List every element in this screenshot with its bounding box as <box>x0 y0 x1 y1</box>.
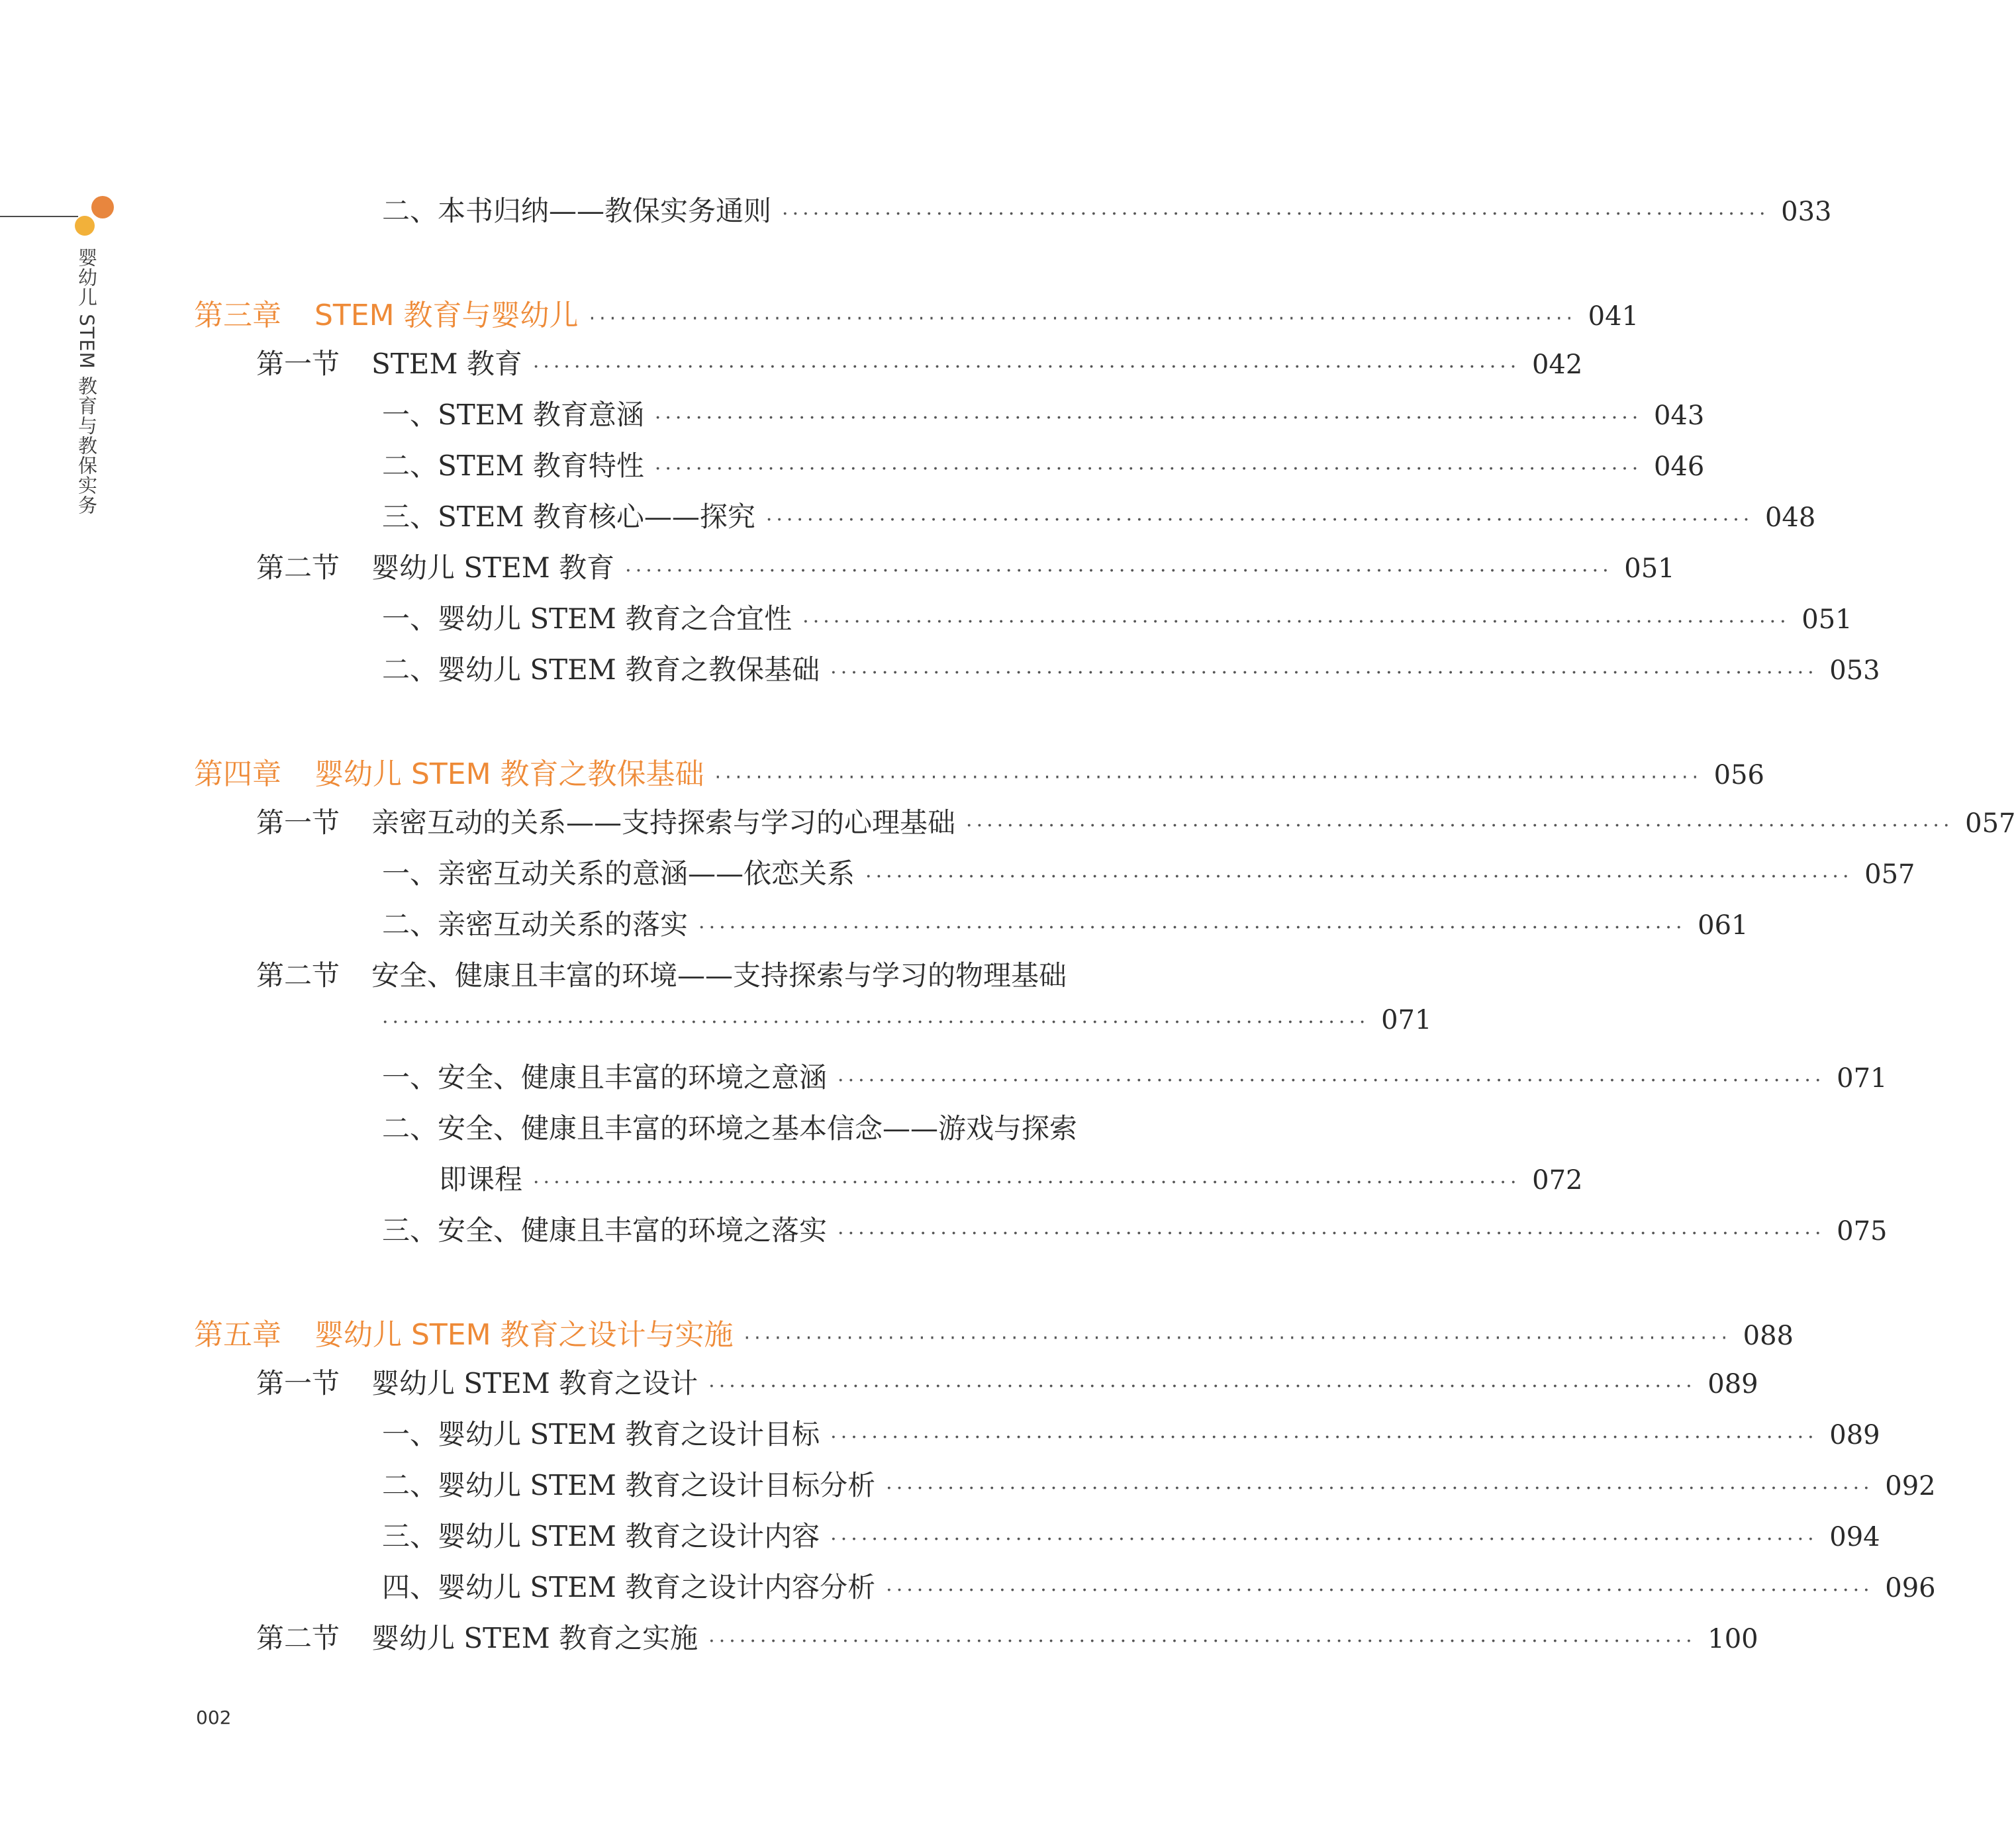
decorative-line <box>0 216 78 217</box>
entry-title: 亲密互动关系的落实 <box>438 908 689 941</box>
section-number: 第一节 <box>256 1367 340 1399</box>
toc-entry[interactable] <box>382 1566 1936 1612</box>
running-head-vertical: 婴幼儿 STEM 教育与教保实务 <box>75 248 98 515</box>
section-title: STEM 教育 <box>371 348 522 380</box>
entry-title: 婴幼儿 STEM 教育之教保基础 <box>438 653 820 686</box>
section-number: 第一节 <box>256 348 340 380</box>
entry-number: 一、 <box>382 1418 438 1450</box>
entry-number: 二、 <box>382 1469 438 1501</box>
entry-number: 二、 <box>382 653 438 686</box>
leader-dots: ································································································ <box>698 916 1686 939</box>
entry-number: 三、 <box>382 1214 438 1247</box>
leader-dots: ································································································ <box>708 1375 1696 1398</box>
chapter-number: 第四章 <box>194 757 281 791</box>
section-page: 042 <box>1531 350 1583 380</box>
leader-dots: ································································································ <box>654 406 1643 430</box>
toc-section[interactable] <box>256 1362 1758 1408</box>
leader-dots: ································································································ <box>830 661 1818 685</box>
leader-dots: ································································································ <box>708 1630 1696 1653</box>
entry-page: 071 <box>1837 1063 1888 1094</box>
chapter-page: 041 <box>1588 301 1639 332</box>
section-title: 亲密互动的关系——支持探索与学习的心理基础 <box>371 806 956 839</box>
entry-number: 二、 <box>382 1112 438 1145</box>
toc-entry[interactable] <box>382 495 1816 542</box>
toc-entry[interactable] <box>382 597 1852 643</box>
entry-title: 本书归纳——教保实务通则 <box>438 195 772 227</box>
leader-dots: ································································································ <box>830 1426 1818 1449</box>
leader-dots: ································································································ <box>886 1477 1874 1500</box>
chapter-number: 第五章 <box>194 1318 281 1352</box>
section-page: 051 <box>1624 553 1675 584</box>
section-number: 第二节 <box>256 959 340 992</box>
entry-number: 二、 <box>382 449 438 482</box>
entry-page: 043 <box>1653 401 1705 431</box>
entry-page: 053 <box>1829 655 1880 686</box>
entry-title: 婴幼儿 STEM 教育之设计内容 <box>438 1520 820 1552</box>
toc-entry[interactable] <box>382 1209 1888 1255</box>
toc-entry[interactable] <box>382 189 1832 236</box>
leader-dots: ································································································ <box>765 508 1754 532</box>
toc-entry[interactable] <box>382 1056 1888 1102</box>
entry-page: 094 <box>1829 1522 1880 1552</box>
entry-title: 安全、健康且丰富的环境之意涵 <box>438 1061 828 1094</box>
entry-title: STEM 教育意涵 <box>438 399 644 431</box>
entry-page: 092 <box>1885 1471 1936 1501</box>
toc-section[interactable] <box>256 342 1583 389</box>
toc-section[interactable] <box>256 954 1186 1000</box>
entry-number: 一、 <box>382 1061 438 1094</box>
entry-page: 061 <box>1698 910 1749 941</box>
entry-page: 096 <box>1885 1573 1936 1603</box>
section-page: 071 <box>1381 1005 1432 1035</box>
entry-page: 089 <box>1829 1420 1880 1450</box>
section-title: 婴幼儿 STEM 教育之实施 <box>371 1622 698 1654</box>
entry-page: 057 <box>1864 859 1915 890</box>
toc-chapter[interactable] <box>194 1311 1794 1357</box>
chapter-page: 088 <box>1743 1321 1794 1351</box>
leader-dots: ································································································ <box>532 355 1521 379</box>
entry-title: 亲密互动关系的意涵——依恋关系 <box>438 857 855 890</box>
leader-dots: ································································································ <box>744 1327 1732 1350</box>
orange-dot-icon <box>91 196 114 218</box>
yellow-dot-icon <box>75 216 95 236</box>
section-number: 第一节 <box>256 806 340 839</box>
entry-page: 075 <box>1837 1216 1888 1247</box>
toc-entry[interactable] <box>382 444 1705 491</box>
section-page: 057 <box>1965 808 2016 839</box>
entry-title: 婴幼儿 STEM 教育之设计目标 <box>438 1418 820 1450</box>
entry-title: 婴幼儿 STEM 教育之设计目标分析 <box>438 1469 876 1501</box>
leader-dots: ································································································ <box>802 610 1790 634</box>
entry-title-continued: 即课程 <box>439 1163 523 1196</box>
leader-dots: ································································································ <box>533 1171 1521 1194</box>
leader-dots: ································································································ <box>782 203 1770 226</box>
entry-page: 048 <box>1764 502 1816 533</box>
chapter-title: 婴幼儿 STEM 教育之教保基础 <box>314 757 704 791</box>
chapter-title: STEM 教育与婴幼儿 <box>314 299 579 332</box>
entry-number: 一、 <box>382 857 438 890</box>
entry-page: 072 <box>1532 1165 1583 1196</box>
toc-section[interactable] <box>256 546 1675 592</box>
section-number: 第二节 <box>256 1622 340 1654</box>
section-number: 第二节 <box>256 551 340 584</box>
entry-page: 046 <box>1653 451 1705 482</box>
toc-entry[interactable] <box>382 648 1880 694</box>
leader-dots: ································································································ <box>589 307 1577 330</box>
toc-chapter[interactable] <box>194 291 1639 338</box>
leader-dots: ································································································ <box>865 865 1853 888</box>
toc-entry[interactable] <box>382 903 1749 949</box>
entry-number: 二、 <box>382 195 438 227</box>
entry-title: 安全、健康且丰富的环境之落实 <box>438 1214 828 1247</box>
leader-dots: ································································································ <box>654 457 1643 481</box>
leader-dots: ································································································ <box>966 814 1954 837</box>
toc-entry[interactable] <box>382 393 1705 440</box>
toc-entry[interactable] <box>382 1413 1880 1459</box>
entry-title: 婴幼儿 STEM 教育之设计内容分析 <box>438 1571 876 1603</box>
toc-entry[interactable] <box>382 1515 1880 1561</box>
entry-title: 安全、健康且丰富的环境之基本信念——游戏与探索 <box>438 1112 1078 1145</box>
chapter-title: 婴幼儿 STEM 教育之设计与实施 <box>314 1318 734 1352</box>
entry-page: 051 <box>1801 604 1852 635</box>
toc-section[interactable] <box>256 801 2016 847</box>
leader-dots: ································································································ <box>382 1011 1370 1034</box>
leader-dots: ································································································ <box>830 1528 1818 1551</box>
entry-page: 033 <box>1781 197 1832 227</box>
leader-dots: ································································································ <box>838 1222 1825 1245</box>
toc-continuation[interactable] <box>382 1005 1432 1051</box>
toc-continuation[interactable] <box>439 1158 1583 1204</box>
entry-number: 一、 <box>382 399 438 431</box>
leader-dots: ································································································ <box>886 1579 1874 1602</box>
section-title: 婴幼儿 STEM 教育 <box>371 551 615 584</box>
entry-number: 三、 <box>382 500 438 533</box>
entry-number: 三、 <box>382 1520 438 1552</box>
section-title: 婴幼儿 STEM 教育之设计 <box>371 1367 698 1399</box>
entry-number: 一、 <box>382 602 438 635</box>
entry-title: STEM 教育核心——探究 <box>438 500 755 533</box>
toc-entry[interactable] <box>382 852 1915 898</box>
toc-entry[interactable] <box>382 1464 1936 1510</box>
section-page: 100 <box>1707 1624 1758 1654</box>
entry-number: 二、 <box>382 908 438 941</box>
chapter-number: 第三章 <box>194 299 281 332</box>
entry-title: 婴幼儿 STEM 教育之合宜性 <box>438 602 792 635</box>
entry-title: STEM 教育特性 <box>438 449 644 482</box>
toc-chapter[interactable] <box>194 750 1765 796</box>
page-number: 002 <box>196 1707 232 1728</box>
toc-section[interactable] <box>256 1617 1758 1663</box>
leader-dots: ································································································ <box>714 766 1703 789</box>
entry-number: 四、 <box>382 1571 438 1603</box>
leader-dots: ································································································ <box>838 1069 1825 1092</box>
leader-dots: ································································································ <box>625 559 1613 583</box>
chapter-page: 056 <box>1713 760 1765 790</box>
toc-entry[interactable] <box>382 1107 1186 1153</box>
section-title: 安全、健康且丰富的环境——支持探索与学习的物理基础 <box>371 959 1067 992</box>
section-page: 089 <box>1707 1369 1758 1399</box>
